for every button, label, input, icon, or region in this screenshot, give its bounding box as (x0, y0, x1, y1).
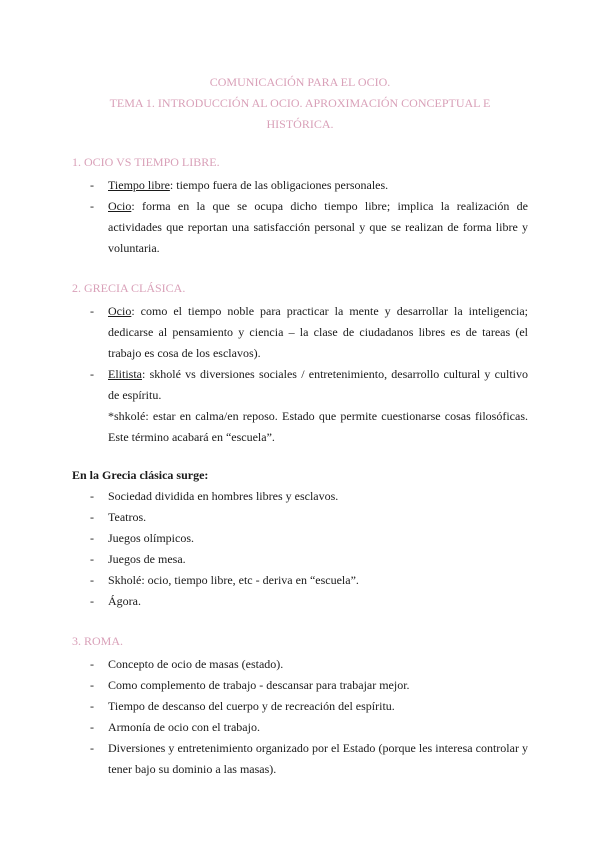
list-item (90, 301, 528, 364)
list-dash: - (90, 657, 94, 671)
list-item (90, 675, 528, 696)
list-dash: - (90, 199, 94, 213)
list-dash: - (90, 178, 94, 192)
section-3-list (90, 654, 528, 780)
section-heading-ocio-vs-tiempo-libre: 1. OCIO VS TIEMPO LIBRE. (72, 155, 220, 169)
list-item-text: Juegos olímpicos. (108, 531, 194, 545)
list-item (90, 175, 528, 196)
list-dash: - (90, 573, 94, 587)
grecia-surge-list (90, 486, 528, 612)
list-item (90, 196, 528, 259)
list-item-text: Concepto de ocio de masas (estado). (108, 657, 284, 671)
list-dash: - (90, 594, 94, 608)
grecia-surge-heading: En la Grecia clásica surge: (72, 468, 209, 482)
title-line-1: COMUNICACIÓN PARA EL OCIO. (209, 75, 391, 89)
section-heading-roma: 3. ROMA. (72, 634, 124, 648)
list-item (90, 717, 528, 738)
term-elitista: Elitista (108, 367, 142, 381)
definition-text: : como el tiempo noble para practicar la mente y desarrollar la inteligencia; dedicarse al pensamiento y ciencia – la clase de ciudadanos libres es de tareas (el trabajo es cosa de los esclavos). (108, 304, 528, 360)
list-item (90, 591, 528, 612)
list-item (90, 738, 528, 780)
list-item-text: Como complemento de trabajo - descansar para trabajar mejor. (108, 678, 410, 692)
list-dash: - (90, 367, 94, 381)
section-2-list (90, 301, 528, 448)
list-item (90, 549, 528, 570)
list-item-text: Sociedad dividida en hombres libres y esclavos. (108, 489, 339, 503)
list-item (90, 528, 528, 549)
section-heading-grecia-clasica: 2. GRECIA CLÁSICA. (72, 281, 186, 295)
list-dash: - (90, 741, 94, 755)
list-dash: - (90, 304, 94, 318)
list-item (90, 507, 528, 528)
list-item (90, 696, 528, 717)
section-1-list (90, 175, 528, 259)
list-item-text: Diversiones y entretenimiento organizado por el Estado (porque les interesa controlar y tener bajo su dominio a las masas). (108, 741, 528, 776)
list-dash: - (90, 720, 94, 734)
definition-text: : tiempo fuera de las obligaciones personales. (169, 178, 389, 192)
term-ocio: Ocio (108, 304, 132, 318)
list-item (90, 654, 528, 675)
list-item-text: Skholé: ocio, tiempo libre, etc - deriva en “escuela”. (108, 573, 359, 587)
list-dash: - (90, 531, 94, 545)
list-dash: - (90, 552, 94, 566)
term-ocio: Ocio (108, 199, 132, 213)
list-dash: - (90, 699, 94, 713)
list-item-text: Juegos de mesa. (108, 552, 186, 566)
definition-text: : skholé vs diversiones sociales / entretenimiento, desarrollo cultural y cultivo de espíritu. (108, 367, 528, 402)
term-tiempo-libre: Tiempo libre (108, 178, 170, 192)
list-item (90, 486, 528, 507)
list-dash: - (90, 678, 94, 692)
list-item (90, 364, 528, 448)
definition-text: : forma en la que se ocupa dicho tiempo libre; implica la realización de actividades que reportan una satisfacción personal y que se realizan de forma libre y voluntaria. (108, 199, 528, 255)
title-line-2: TEMA 1. INTRODUCCIÓN AL OCIO. APROXIMACIÓN CONCEPTUAL E (109, 96, 491, 110)
title-line-3: HISTÓRICA. (266, 117, 334, 131)
list-item-text: Teatros. (108, 510, 147, 524)
skhole-note: *shkolé: estar en calma/en reposo. Estado que permite cuestionarse cosas filosóficas. Este término acabará en “escuela”. (108, 409, 528, 444)
document-title (60, 72, 540, 135)
list-item (90, 570, 528, 591)
list-dash: - (90, 510, 94, 524)
list-dash: - (90, 489, 94, 503)
list-item-text: Tiempo de descanso del cuerpo y de recreación del espíritu. (108, 699, 395, 713)
list-item-text: Armonía de ocio con el trabajo. (108, 720, 260, 734)
list-item-text: Ágora. (108, 594, 141, 608)
